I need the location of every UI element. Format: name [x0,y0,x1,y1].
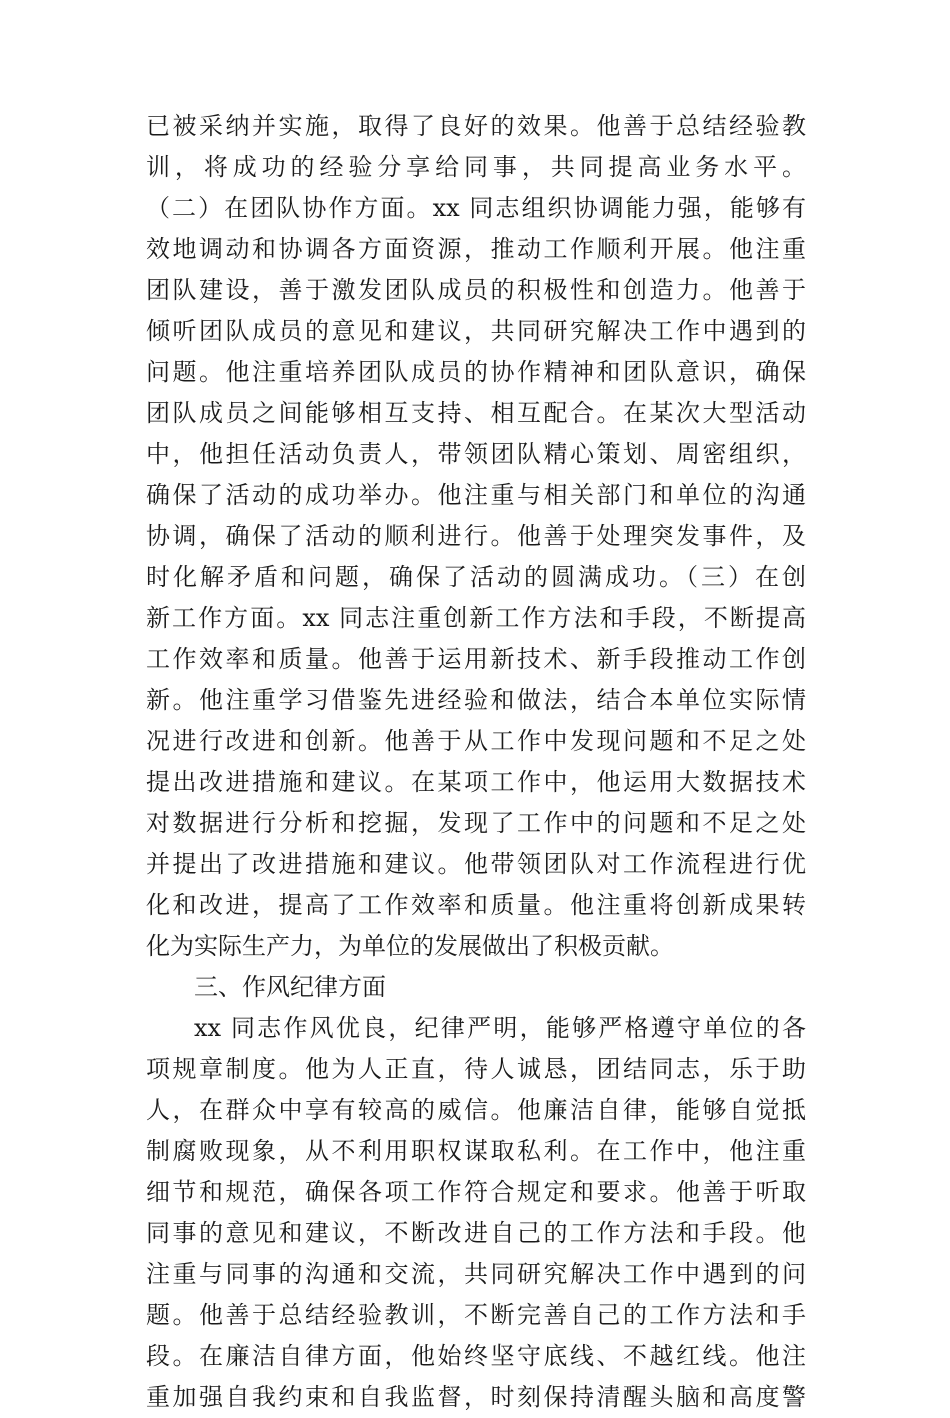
section-heading: 三、作风纪律方面 [194,973,386,1001]
text-line: 段。在廉洁自律方面，他始终坚守底线、不越红线。他注 [146,1342,806,1370]
text-line: 人，在群众中享有较高的威信。他廉洁自律，能够自觉抵 [146,1096,806,1124]
text-line: 同事的意见和建议，不断改进自己的工作方法和手段。他 [146,1219,806,1247]
text-line: 新。他注重学习借鉴先进经验和做法，结合本单位实际情 [146,686,806,714]
text-line: 对数据进行分析和挖掘，发现了工作中的问题和不足之处 [146,809,806,837]
text-line: 提出改进措施和建议。在某项工作中，他运用大数据技术 [146,768,806,796]
text-line: 新工作方面。xx 同志注重创新工作方法和手段，不断提高 [146,604,806,632]
text-line: 注重与同事的沟通和交流，共同研究解决工作中遇到的问 [146,1260,806,1288]
body-text-part1 [146,106,806,967]
text-line: （二）在团队协作方面。xx 同志组织协调能力强，能够有 [146,194,806,222]
text-line: 团队成员之间能够相互支持、相互配合。在某次大型活动 [146,399,806,427]
text-line: 团队建设，善于激发团队成员的积极性和创造力。他善于 [146,276,806,304]
text-line: 题。他善于总结经验教训，不断完善自己的工作方法和手 [146,1301,806,1329]
text-line: 重加强自我约束和自我监督，时刻保持清醒头脑和高度警 [146,1383,806,1411]
text-line: 项规章制度。他为人正直，待人诚恳，团结同志，乐于助 [146,1055,806,1083]
text-line: 况进行改进和创新。他善于从工作中发现问题和不足之处 [146,727,806,755]
text-line: 时化解矛盾和问题，确保了活动的圆满成功。（三）在创 [146,563,806,591]
text-line: 效地调动和协调各方面资源，推动工作顺利开展。他注重 [146,235,806,263]
text-line: xx 同志作风优良，纪律严明，能够严格遵守单位的各 [194,1014,806,1042]
text-line: 确保了活动的成功举办。他注重与相关部门和单位的沟通 [146,481,806,509]
document-page [146,106,806,1418]
text-line: 训，将成功的经验分享给同事，共同提高业务水平。 [146,153,806,181]
text-line: 化为实际生产力，为单位的发展做出了积极贡献。 [146,932,674,960]
text-line: 并提出了改进措施和建议。他带领团队对工作流程进行优 [146,850,806,878]
text-line: 问题。他注重培养团队成员的协作精神和团队意识，确保 [146,358,806,386]
text-line: 倾听团队成员的意见和建议，共同研究解决工作中遇到的 [146,317,806,345]
text-line: 化和改进，提高了工作效率和质量。他注重将创新成果转 [146,891,806,919]
text-line: 协调，确保了活动的顺利进行。他善于处理突发事件，及 [146,522,806,550]
text-line: 细节和规范，确保各项工作符合规定和要求。他善于听取 [146,1178,806,1206]
text-line: 制腐败现象，从不利用职权谋取私利。在工作中，他注重 [146,1137,806,1165]
body-text-part2 [146,1008,806,1418]
text-line: 已被采纳并实施，取得了良好的效果。他善于总结经验教 [146,112,806,140]
text-line: 工作效率和质量。他善于运用新技术、新手段推动工作创 [146,645,806,673]
text-line: 中，他担任活动负责人，带领团队精心策划、周密组织， [146,440,806,468]
